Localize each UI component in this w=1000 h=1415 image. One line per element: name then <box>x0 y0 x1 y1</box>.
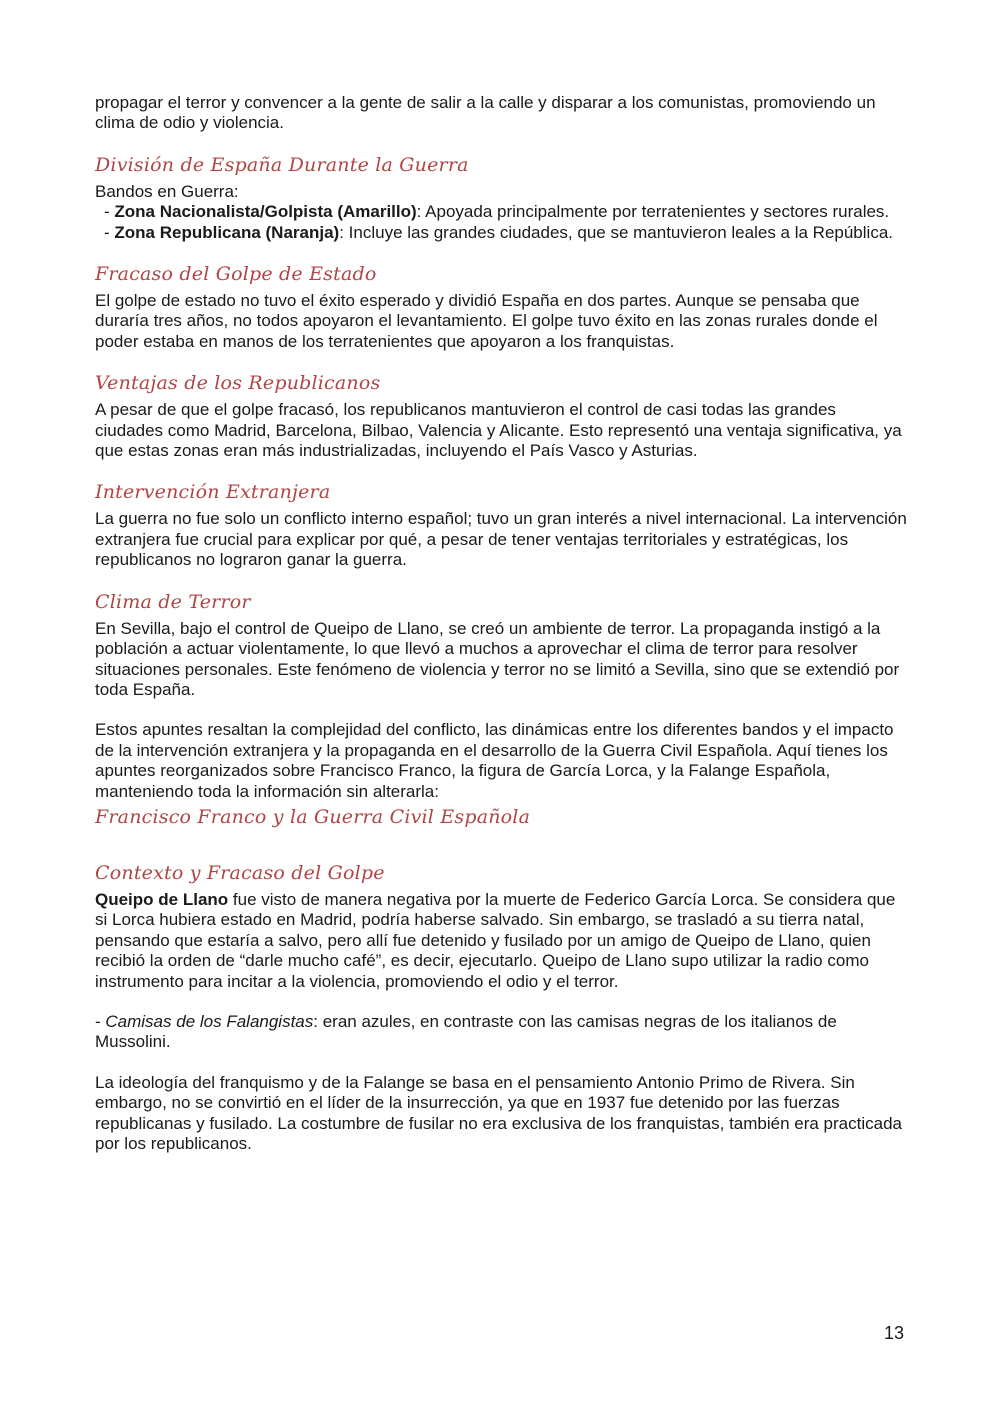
heading-ventajas: Ventajas de los Republicanos <box>95 372 381 395</box>
bando-description: : Incluye las grandes ciudades, que se mantuvieron leales a la República. <box>339 222 893 242</box>
fracaso-paragraph: El golpe de estado no tuvo el éxito esperado y dividió España en dos partes. Aunque se pensaba que duraría tres años, no todos apoyaron el levantamiento. El golpe tuvo éxito en las zonas rurales donde el poder estaba en manos de los terratenientes que apoyaron a los franquistas. <box>95 291 878 351</box>
camisas-prefix: - <box>95 1011 106 1031</box>
camisas-paragraph <box>95 1012 907 1053</box>
bando-description: : Apoyada principalmente por terratenientes y sectores rurales. <box>416 202 890 222</box>
ideologia-paragraph: La ideología del franquismo y de la Falange se basa en el pensamiento Antonio Primo de Rivera. Sin embargo, no se convirtió en el líder de la insurrección, ya que en 1937 fue detenido por las fuerzas republicanas y fusilado. La costumbre de fusilar no era exclusiva de los franquistas, también era practicada por los republicanos. <box>95 1072 902 1153</box>
queipo-name: Queipo de Llano <box>95 889 229 909</box>
heading-fracaso: Fracaso del Golpe de Estado <box>95 263 377 286</box>
heading-division: División de España Durante la Guerra <box>95 153 469 176</box>
bandos-lead: Bandos en Guerra: <box>95 181 239 201</box>
bando-prefix: - <box>104 222 115 242</box>
heading-contexto: Contexto y Fracaso del Golpe <box>95 861 385 884</box>
bando-item-nacionalista <box>95 202 907 222</box>
heading-intervencion: Intervención Extranjera <box>95 481 331 504</box>
ventajas-paragraph: A pesar de que el golpe fracasó, los republicanos mantuvieron el control de casi todas las grandes ciudades como Madrid, Barcelona, Bilbao, Valencia y Alicante. Esto representó una ventaja significativa, ya que estas zonas eran más industrializadas, incluyendo el País Vasco y Asturias. <box>95 400 902 461</box>
intervencion-paragraph: La guerra no fue solo un conflicto interno español; tuvo un gran interés a nivel internacional. La intervención extranjera fue crucial para explicar por qué, a pesar de tener ventajas territoriales y estratégicas, los republicanos no lograron ganar la guerra. <box>95 509 907 570</box>
bando-name: Zona Republicana (Naranja) <box>114 222 340 242</box>
contexto-text: fue visto de manera negativa por la muerte de Federico García Lorca. Se considera que si Lorca hubiera estado en Madrid, podría haberse salvado. Sin embargo, se trasladó a su tierra natal, pensando que estaría a salvo, pero allí fue detenido y fusilado por un amigo de Queipo de Llano, quien recibió la orden de “darle mucho café”, es decir, ejecutarlo. Queipo de Llano supo utilizar la radio como instrumento para incitar a la violencia, promoviendo el odio y el terror. <box>95 889 896 991</box>
heading-clima: Clima de Terror <box>95 590 251 613</box>
contexto-paragraph <box>95 890 907 992</box>
bando-item-republicana <box>95 223 907 243</box>
document-page <box>95 93 907 1154</box>
clima-paragraph: En Sevilla, bajo el control de Queipo de Llano, se creó un ambiente de terror. La propaganda instigó a la población a actuar violentamente, lo que llevó a muchos a aprovechar el clima de terror para resolver situaciones personales. Este fenómeno de violencia y terror no se limitó a Sevilla, sino que se extendió por toda España. <box>95 618 900 699</box>
camisas-title: Camisas de los Falangistas <box>105 1011 314 1031</box>
heading-franco: Francisco Franco y la Guerra Civil Española <box>95 805 531 828</box>
bando-prefix: - <box>104 202 115 222</box>
summary-paragraph: Estos apuntes resaltan la complejidad del conflicto, las dinámicas entre los diferentes bandos y el impacto de la intervención extranjera y la propaganda en el desarrollo de la Guerra Civil Española. Aquí tienes los apuntes reorganizados sobre Francisco Franco, la figura de García Lorca, y la Falange Española, manteniendo toda la información sin alterarla: <box>95 720 894 801</box>
bando-name: Zona Nacionalista/Golpista (Amarillo) <box>114 202 417 222</box>
camisas-text: : eran azules, en contraste con las camisas negras de los italianos de Mussolini. <box>95 1011 837 1052</box>
intro-paragraph: propagar el terror y convencer a la gente de salir a la calle y disparar a los comunistas, promoviendo un clima de odio y violencia. <box>95 93 876 133</box>
page-number: 13 <box>884 1323 905 1343</box>
